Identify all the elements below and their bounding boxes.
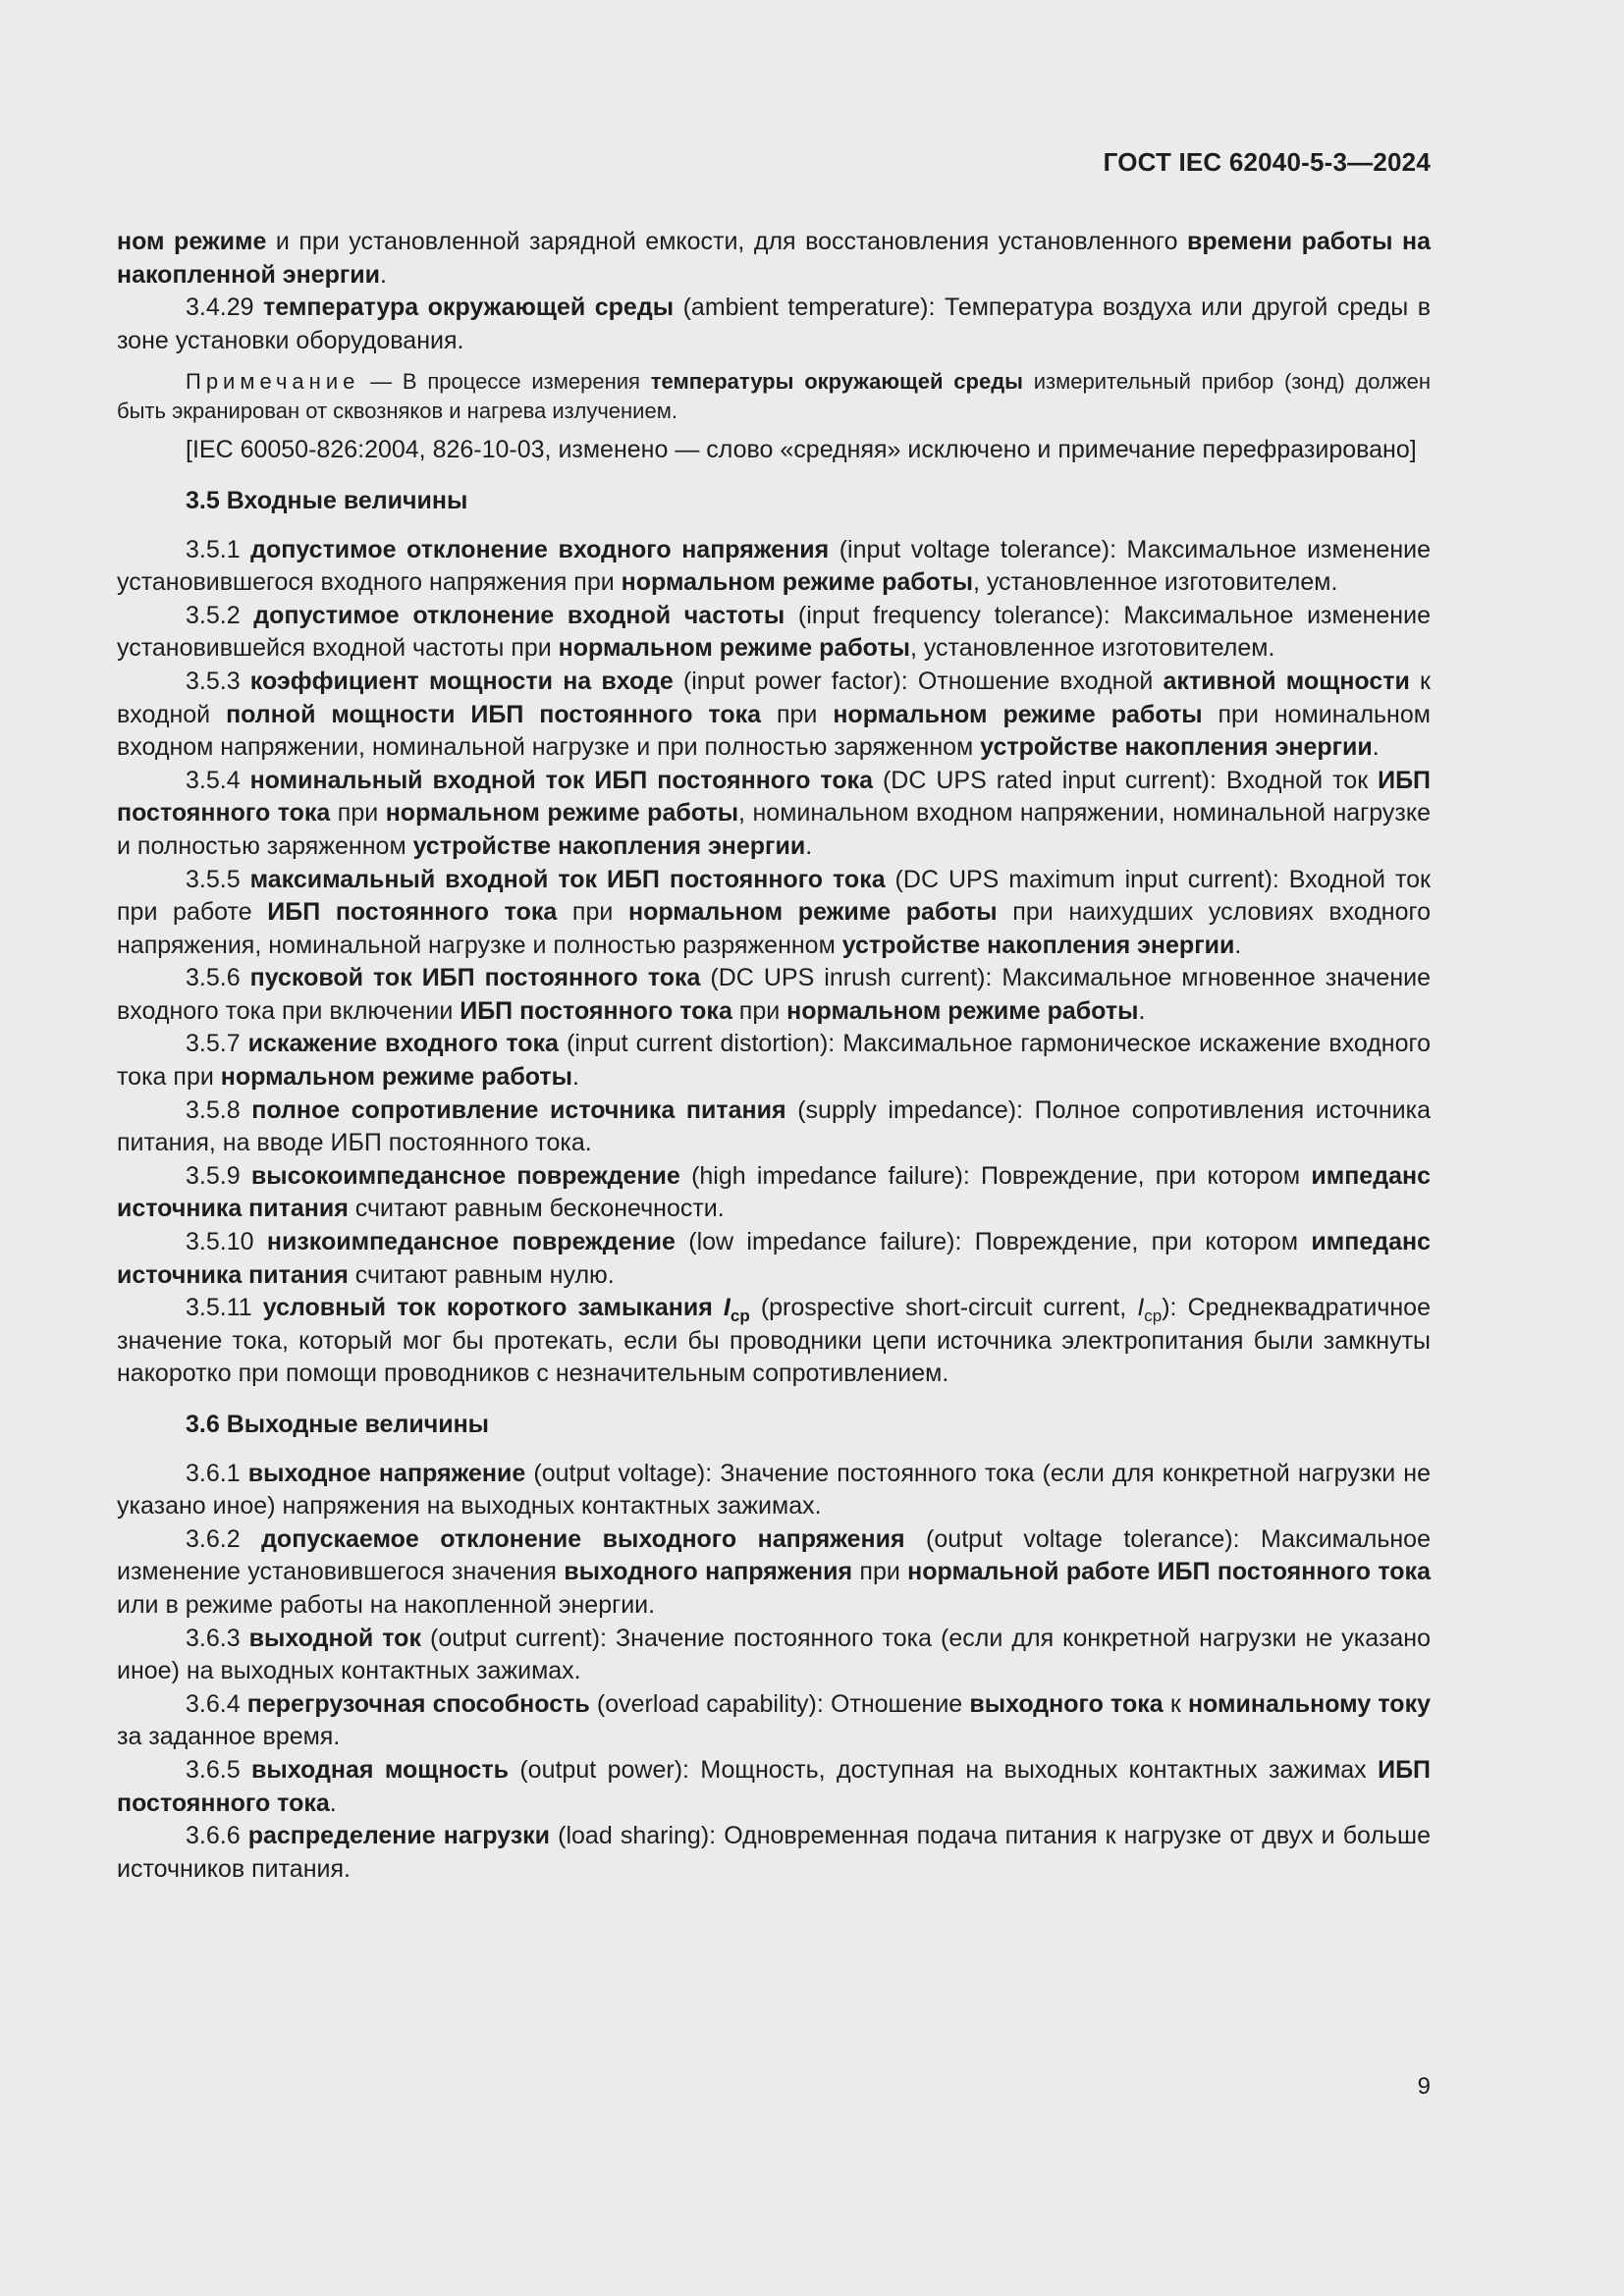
paragraph: 3.5.6 пусковой ток ИБП постоянного тока (DC UPS inrush current): Максимальное мгновенное значение входного тока при включении ИБП постоянного тока при нормальном режиме работы. [117,964,1431,1025]
paragraph: 3.5.1 допустимое отклонение входного напряжения (input voltage tolerance): Максимальное изменение установившегося входного напряжения при нормальном режиме работы, установленное изготовителем. [117,535,1431,597]
paragraph: 3.6.5 выходная мощность (output power): Мощность, доступная на выходных контактных зажимах ИБП постоянного тока. [117,1755,1431,1817]
paragraph: 3.6.1 выходное напряжение (output voltage): Значение постоянного тока (если для конкретной нагрузки не указано иное) напряжения на выходных контактных зажимах. [117,1459,1431,1521]
page-number: 9 [1417,2073,1431,2100]
paragraph: 3.5.11 условный ток короткого замыкания $I_{ср}$ (prospective short-circuit current, $I_{ср}$): Среднеквадратичное значение тока, который мог бы протекать, если бы проводники цепи источника электропитания были замкнуты накоротко при помощи проводников с незначительным сопротивлением. [117,1294,1431,1388]
paragraph: 3.6.4 перегрузочная способность (overload capability): Отношение выходного тока к номинальному току за заданное время. [117,1689,1431,1751]
paragraph: 3.5.8 полное сопротивление источника питания (supply impedance): Полное сопротивления источника питания, на вводе ИБП постоянного тока. [117,1095,1431,1157]
paragraph: ном режиме и при установленной зарядной емкости, для восстановления установленного времени работы на накопленной энергии. [117,228,1431,289]
document-body [117,226,1431,1886]
paragraph: 3.5.2 допустимое отклонение входной частоты (input frequency tolerance): Максимальное изменение установившейся входной частоты при нормальном режиме работы, установленное изготовителем. [117,601,1431,663]
paragraph: 3.5.3 коэффициент мощности на входе (input power factor): Отношение входной активной мощности к входной полной мощности ИБП постоянного тока при нормальном режиме работы при номинальном входном напряжении, номинальной нагрузке и при полностью заряженном устройстве накопления энергии. [117,667,1431,762]
paragraph: 3.6.6 распределение нагрузки (load sharing): Одновременная подача питания к нагрузке от двух и больше источников питания. [117,1822,1431,1883]
paragraph: 3.4.29 температура окружающей среды (ambient temperature): Температура воздуха или другой среды в зоне установки оборудования. [117,294,1431,354]
paragraph: 3.5.7 искажение входного тока (input current distortion): Максимальное гармоническое искажение входного тока при нормальном режиме работы. [117,1030,1431,1092]
document-header: ГОСТ IEC 62040-5-3—2024 [1103,147,1431,177]
paragraph: [IEC 60050-826:2004, 826-10-03, изменено — слово «средняя» исключено и примечание перефразировано] [186,436,1417,464]
paragraph: 3.5.10 низкоимпедансное повреждение (low impedance failure): Повреждение, при котором импеданс источника питания считают равным нулю. [117,1228,1432,1289]
section-heading: 3.5 Входные величины [186,486,468,514]
paragraph: 3.5.4 номинальный входной ток ИБП постоянного тока (DC UPS rated input current): Входной ток ИБП постоянного тока при нормальном режиме работы, номинальном входном напряжении, номинальной нагрузке и полностью заряженном устройстве накопления энергии. [117,766,1431,860]
paragraph: 3.5.9 высокоимпедансное повреждение (high impedance failure): Повреждение, при котором импеданс источника питания считают равным бесконечности. [117,1161,1431,1223]
paragraph: 3.6.3 выходной ток (output current): Значение постоянного тока (если для конкретной нагрузки не указано иное) на выходных контактных зажимах. [117,1624,1431,1685]
note-paragraph: Примечание — В процессе измерения температуры окружающей среды измерительный прибор (зонд) должен быть экранирован от сквозняков и нагрева излучением. [117,369,1431,424]
section-heading: 3.6 Выходные величины [186,1411,490,1438]
paragraph: 3.5.5 максимальный входной ток ИБП постоянного тока (DC UPS maximum input current): Входной ток при работе ИБП постоянного тока при нормальном режиме работы при наихудших условиях входного напряжения, номинальной нагрузке и полностью разряженном устройстве накопления энергии. [117,865,1431,959]
paragraph: 3.6.2 допускаемое отклонение выходного напряжения (output voltage tolerance): Максимальное изменение установившегося значения выходного напряжения при нормальной работе ИБП постоянного тока или в режиме работы на накопленной энергии. [117,1524,1431,1619]
